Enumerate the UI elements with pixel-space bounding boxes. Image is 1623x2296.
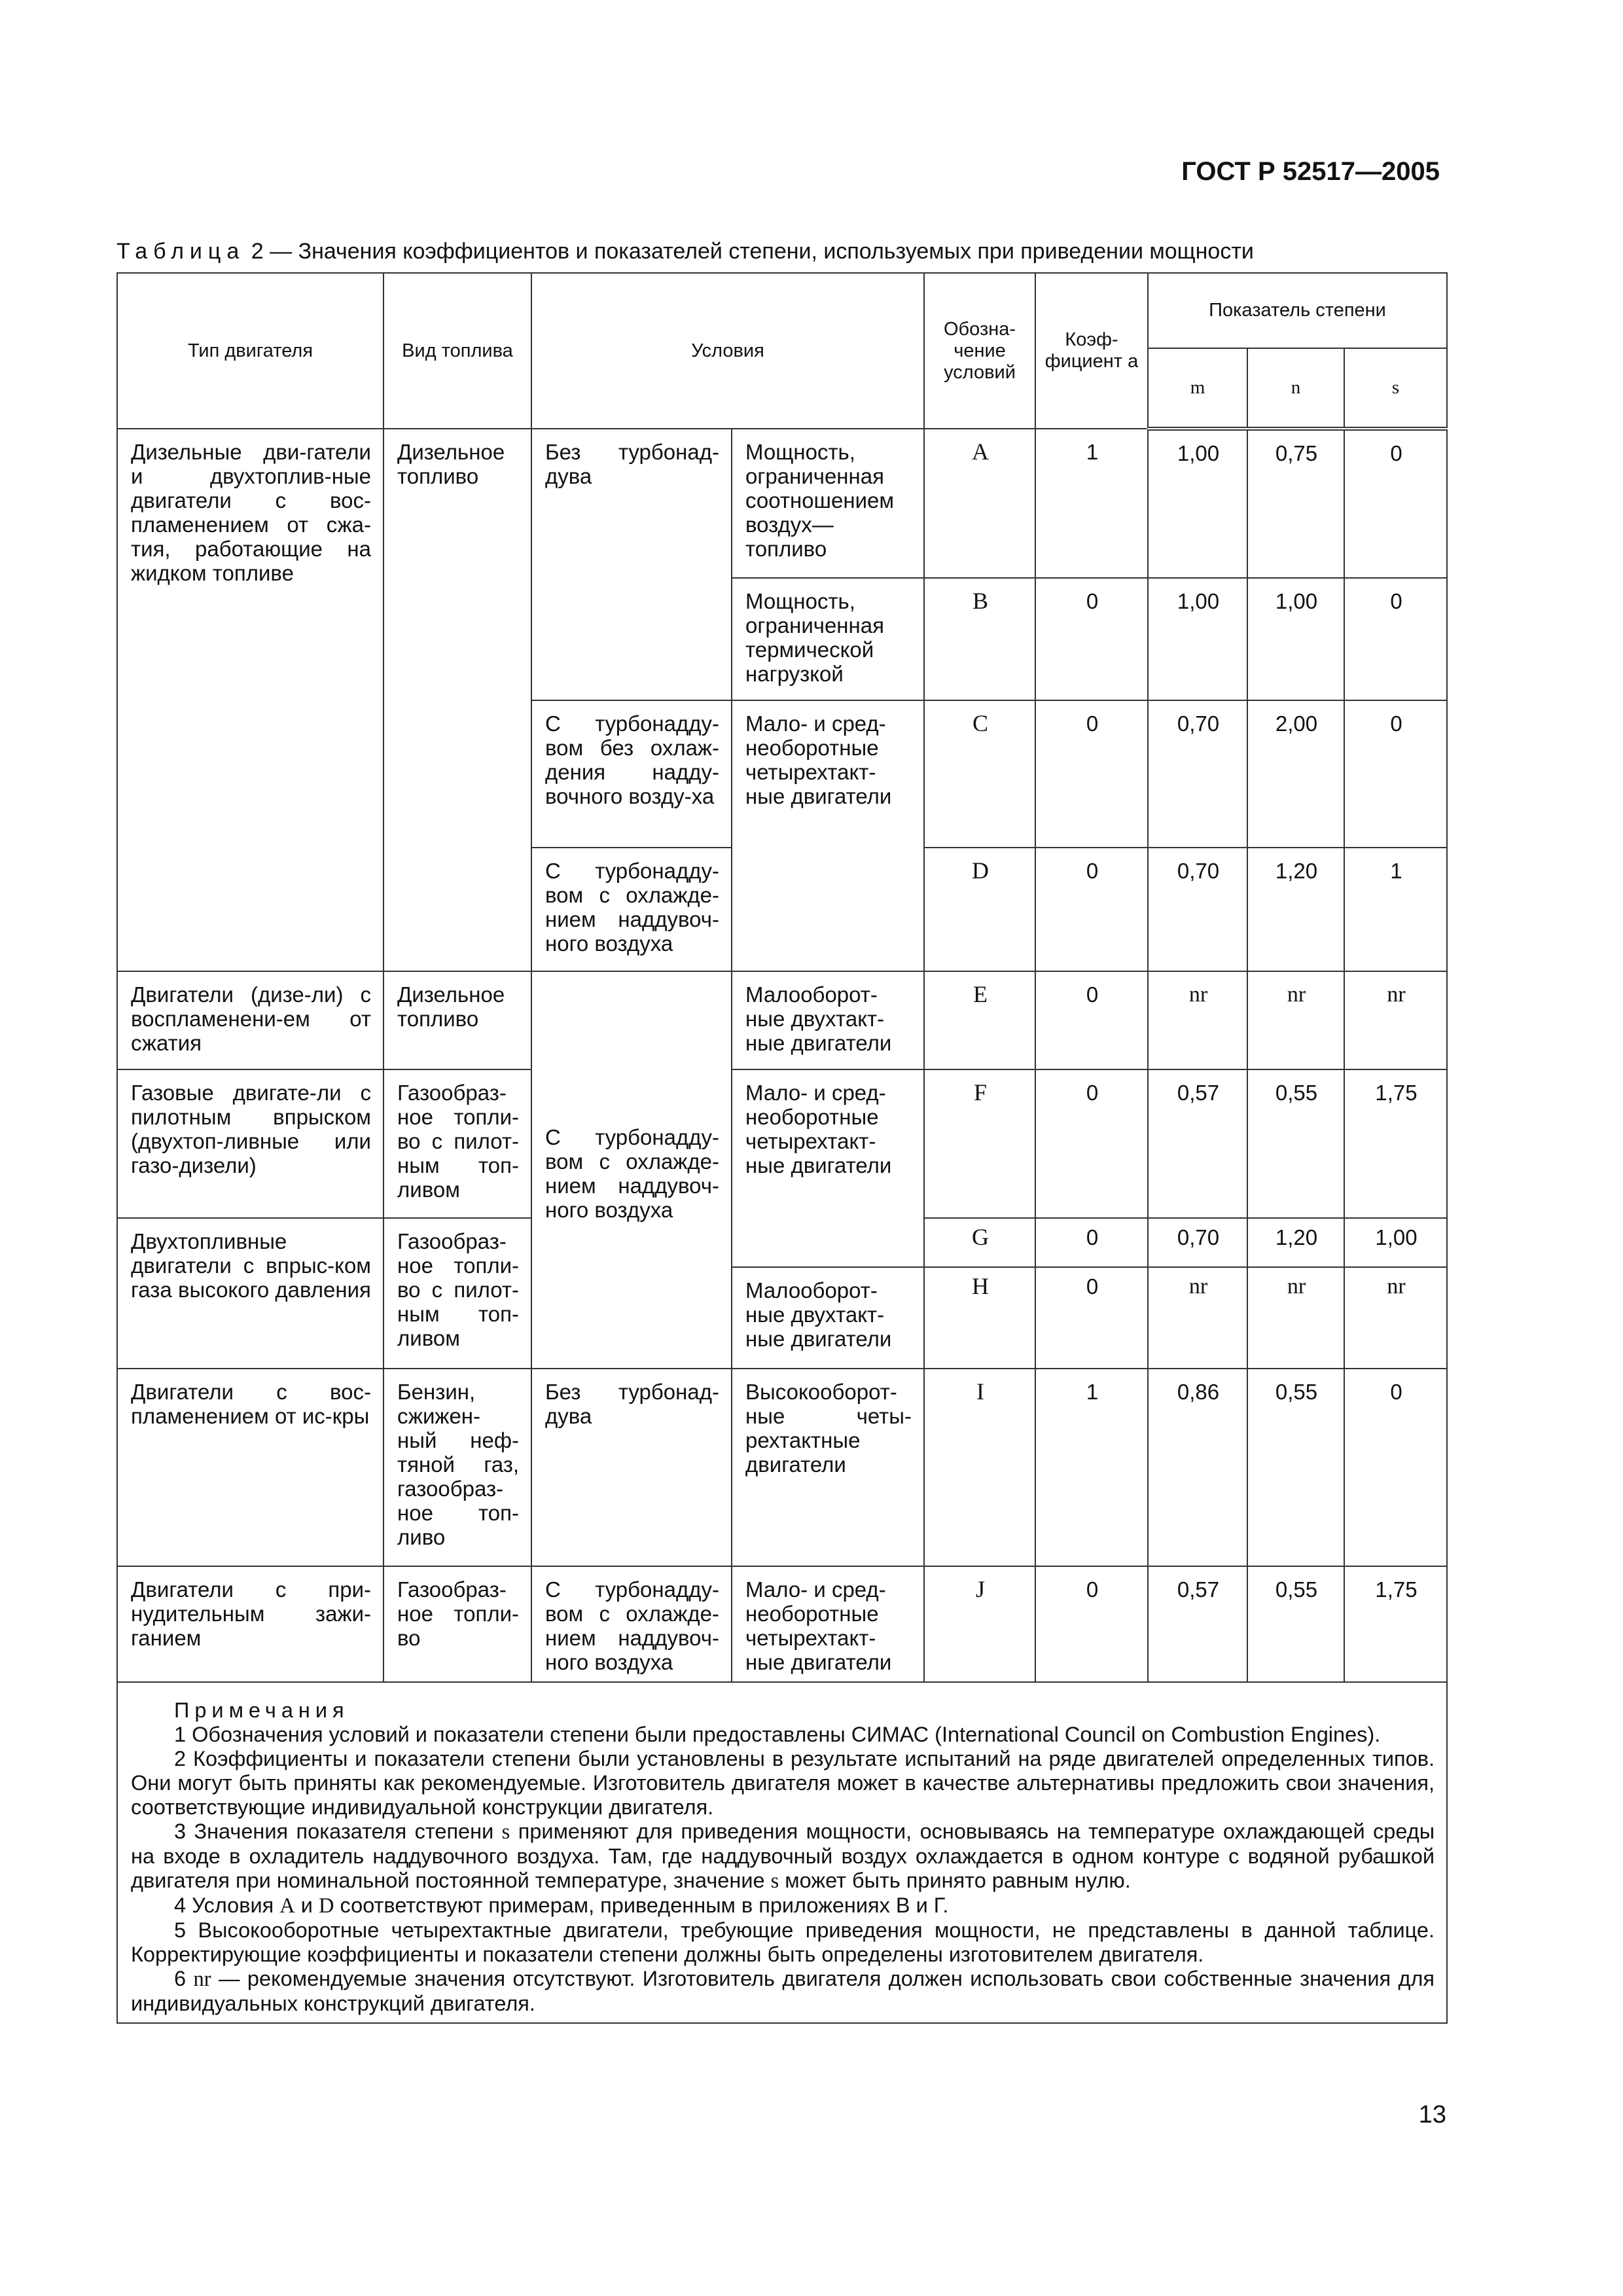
table-row (117, 971, 1447, 1069)
note-3-text-c: может быть принято равным нулю. (785, 1869, 1131, 1892)
header-coefficient: Коэф-фициент a (1035, 273, 1148, 429)
designation-cell: I (924, 1369, 1035, 1566)
header-engine-type: Тип двигателя (117, 273, 383, 429)
condition-cell: Мало- и сред-необоротные четырехтакт-ные двигатели (732, 1069, 924, 1267)
coefficient-cell: 0 (1035, 1069, 1148, 1218)
standard-number: ГОСТ Р 52517—2005 (1181, 157, 1440, 186)
condition-cell: Мало- и сред-необоротные четырехтакт-ные двигатели (732, 1566, 924, 1682)
condition-cell: Высокооборот-ные четы-рехтактные двигатели (732, 1369, 924, 1566)
note-4-text-a: 4 Условия (174, 1893, 274, 1917)
n-cell: 0,75 (1247, 429, 1344, 578)
note-4-text-b: соответствуют примерам, приведенным в приложениях В и Г. (340, 1893, 949, 1917)
charge-condition-cell: С турбонадду-вом с охлажде-нием наддувоч-ного воздуха (531, 1566, 732, 1682)
coefficients-table (116, 272, 1448, 2024)
m-cell: 1,00 (1148, 429, 1247, 578)
condition-cell: Малооборот-ные двухтакт-ные двигатели (732, 971, 924, 1069)
notes-cell (117, 1682, 1447, 2023)
condition-cell: Мощность, ограниченная термической нагрузкой (732, 578, 924, 700)
m-cell: 0,57 (1148, 1566, 1247, 1682)
header-exponent: Показатель степени (1148, 273, 1447, 348)
note-5: 5 Высокооборотные четырехтактные двигатели, требующие приведения мощности, не представлены в данной таблице. Корректирующие коэффициенты и показатели степени должны быть определены изготовителем двигателя. (131, 1918, 1435, 1966)
designation-cell: F (924, 1069, 1035, 1218)
s-cell: 1 (1344, 848, 1447, 971)
note-6-symbol-nr: nr (193, 1967, 211, 1991)
s-cell: 0 (1344, 700, 1447, 848)
coefficient-cell: 0 (1035, 971, 1148, 1069)
designation-cell: D (924, 848, 1035, 971)
designation-cell: J (924, 1566, 1035, 1682)
n-cell: 2,00 (1247, 700, 1344, 848)
note-6-text: — рекомендуемые значения отсутствуют. Изготовитель двигателя должен использовать свои собственные значения для индивидуальных конструкций двигателя. (131, 1967, 1435, 2015)
designation-cell: H (924, 1267, 1035, 1369)
coefficient-cell: 0 (1035, 1218, 1148, 1267)
header-fuel-type: Вид топлива (383, 273, 531, 429)
header-conditions: Условия (531, 273, 924, 429)
header-designation: Обозна-чение условий (924, 273, 1035, 429)
coefficient-cell: 0 (1035, 848, 1148, 971)
fuel-type-cell: Газообраз-ное топли-во (383, 1566, 531, 1682)
n-cell: 1,20 (1247, 848, 1344, 971)
s-cell: nr (1344, 971, 1447, 1069)
notes-row (117, 1682, 1447, 2023)
notes-title: Примечания (174, 1698, 349, 1722)
page-number: 13 (1418, 2101, 1446, 2128)
fuel-type-cell: Дизельное топливо (383, 971, 531, 1069)
note-1: 1 Обозначения условий и показатели степени были предоставлены СИМАС (International Council on Combustion Engines). (174, 1723, 1381, 1746)
note-4 (131, 1893, 1435, 1918)
m-cell: 0,70 (1148, 1218, 1247, 1267)
charge-condition-cell: Без турбонад-дува (531, 1369, 732, 1566)
note-2: 2 Коэффициенты и показатели степени были установлены в результате испытаний на ряде двигателей определенных типов. Они могут быть приняты как рекомендуемые. Изготовитель двигателя может в качестве альтернативы предложить свои значения, соответствующие индивидуальной конструкции двигателя. (131, 1747, 1435, 1819)
coefficient-cell: 0 (1035, 1267, 1148, 1369)
m-cell: 0,70 (1148, 700, 1247, 848)
designation-cell: B (924, 578, 1035, 700)
n-cell: 1,20 (1247, 1218, 1344, 1267)
note-4-symbol-a: A (279, 1894, 295, 1918)
s-cell: 0 (1344, 1369, 1447, 1566)
coefficient-cell: 1 (1035, 1369, 1148, 1566)
s-cell: 1,75 (1344, 1069, 1447, 1218)
engine-type-cell: Двигатели с при-нудительным зажи-ганием (117, 1566, 383, 1682)
engine-type-cell: Двигатели с вос-пламенением от ис-кры (117, 1369, 383, 1566)
designation-cell: E (924, 971, 1035, 1069)
caption-text: 2 — Значения коэффициентов и показателей степени, используемых при приведении мощности (251, 239, 1254, 264)
table-row (117, 1369, 1447, 1566)
note-4-and: и (300, 1893, 313, 1917)
coefficient-cell: 1 (1035, 429, 1148, 578)
m-cell: nr (1148, 971, 1247, 1069)
charge-condition-cell: С турбонадду-вом с охлажде-нием наддувоч-ного воздуха (531, 848, 732, 971)
note-6 (131, 1967, 1435, 2016)
s-cell: 0 (1344, 429, 1447, 578)
s-cell: 1,00 (1344, 1218, 1447, 1267)
caption-label: Таблица (116, 239, 245, 264)
designation-cell: A (924, 429, 1035, 578)
s-cell: 0 (1344, 578, 1447, 700)
table-caption (116, 239, 1254, 264)
note-3-text-a: 3 Значения показателя степени (174, 1820, 494, 1843)
n-cell: nr (1247, 971, 1344, 1069)
charge-condition-cell: С турбонадду-вом без охлаж-дения надду-вочного возду-ха (531, 700, 732, 848)
engine-type-cell: Газовые двигате-ли с пилотным впрыском (двухтоп-ливные или газо-дизели) (117, 1069, 383, 1218)
engine-type-cell: Двухтопливные двигатели с впрыс-ком газа высокого давления (117, 1218, 383, 1369)
fuel-type-cell: Бензин, сжижен-ный неф-тяной газ, газообраз-ное топ-ливо (383, 1369, 531, 1566)
table-row (117, 429, 1447, 578)
coefficient-cell: 0 (1035, 700, 1148, 848)
n-cell: 0,55 (1247, 1069, 1344, 1218)
coefficient-cell: 0 (1035, 1566, 1148, 1682)
n-cell: 0,55 (1247, 1369, 1344, 1566)
condition-cell: Малооборот-ные двухтакт-ные двигатели (732, 1267, 924, 1369)
fuel-type-cell: Газообраз-ное топли-во с пилот-ным топ-ливом (383, 1069, 531, 1218)
n-cell: nr (1247, 1267, 1344, 1369)
fuel-type-cell: Газообраз-ное топли-во с пилот-ным топ-ливом (383, 1218, 531, 1369)
note-4-symbol-d: D (318, 1894, 334, 1918)
m-cell: nr (1148, 1267, 1247, 1369)
m-cell: 0,70 (1148, 848, 1247, 971)
note-3-text-b: применяют для приведения мощности, основываясь на температуре охлаждающей среды на входе в охладитель наддувочного воздуха. Там, где наддувочный воздух охлаждается в одном контуре с водяной рубашкой двигателя при номинальной постоянной температуре, значение (131, 1820, 1435, 1892)
m-cell: 1,00 (1148, 578, 1247, 700)
n-cell: 0,55 (1247, 1566, 1344, 1682)
designation-cell: C (924, 700, 1035, 848)
coefficient-cell: 0 (1035, 578, 1148, 700)
designation-cell: G (924, 1218, 1035, 1267)
s-cell: nr (1344, 1267, 1447, 1369)
note-3-symbol-s: s (501, 1820, 510, 1844)
note-6-number: 6 (174, 1967, 187, 1990)
note-3-symbol-s2: s (770, 1869, 779, 1893)
m-cell: 0,86 (1148, 1369, 1247, 1566)
table-row (117, 1566, 1447, 1682)
condition-cell: Мощность, ограниченная соотношением воздух— топливо (732, 429, 924, 578)
table-row (117, 1069, 1447, 1218)
header-m: m (1148, 348, 1247, 429)
charge-condition-cell: Без турбонад-дува (531, 429, 732, 700)
header-n: n (1247, 348, 1344, 429)
charge-condition-cell: С турбонадду-вом с охлажде-нием наддувоч-ного воздуха (531, 971, 732, 1369)
m-cell: 0,57 (1148, 1069, 1247, 1218)
fuel-type-cell: Дизельное топливо (383, 429, 531, 971)
condition-cell: Мало- и сред-необоротные четырехтакт-ные двигатели (732, 700, 924, 971)
header-s: s (1344, 348, 1447, 429)
engine-type-cell: Двигатели (дизе-ли) с воспламенени-ем от сжатия (117, 971, 383, 1069)
s-cell: 1,75 (1344, 1566, 1447, 1682)
n-cell: 1,00 (1247, 578, 1344, 700)
engine-type-cell: Дизельные дви-гатели и двухтоплив-ные двигатели с вос-пламенением от сжа-тия, работающие на жидком топливе (117, 429, 383, 971)
note-3 (131, 1820, 1435, 1893)
